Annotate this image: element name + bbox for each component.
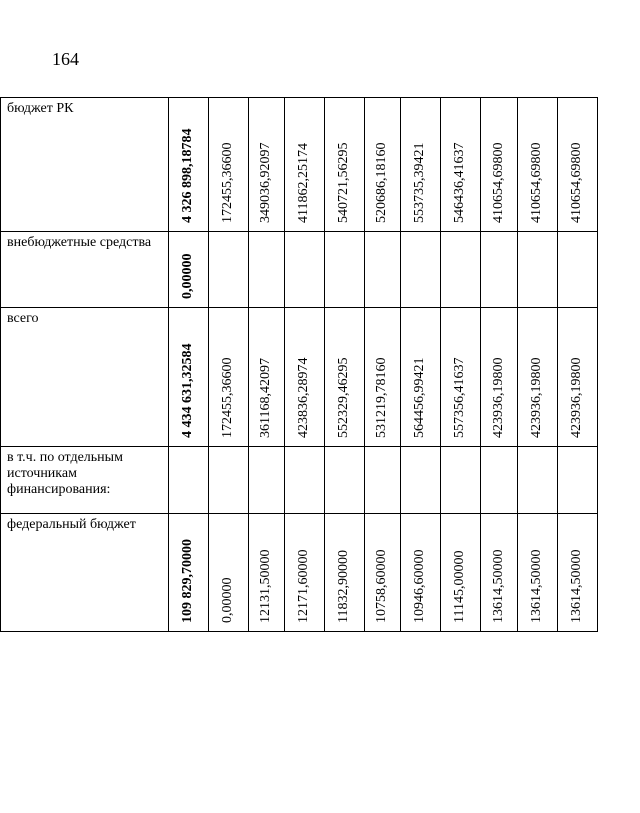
value-cell bbox=[284, 513, 324, 631]
value-cell bbox=[480, 307, 517, 446]
year-value: 12171,60000 bbox=[296, 549, 311, 623]
table-rule bbox=[597, 97, 598, 632]
value-cell bbox=[284, 231, 324, 307]
value-cell bbox=[208, 307, 248, 446]
year-value: 13614,50000 bbox=[529, 549, 544, 623]
value-cell bbox=[480, 446, 517, 513]
value-cell bbox=[400, 307, 440, 446]
year-value: 520686,18160 bbox=[374, 142, 389, 223]
value-cell bbox=[364, 513, 400, 631]
year-value: 349036,92097 bbox=[258, 142, 273, 223]
year-value: 13614,50000 bbox=[490, 549, 506, 623]
total-cell bbox=[168, 231, 208, 307]
value-cell bbox=[208, 231, 248, 307]
year-value: 410654,69800 bbox=[490, 142, 506, 223]
value-cell bbox=[364, 231, 400, 307]
value-cell bbox=[364, 307, 400, 446]
value-cell bbox=[557, 307, 597, 446]
year-value: 410654,69800 bbox=[569, 142, 584, 223]
year-value: 564456,99421 bbox=[412, 357, 427, 438]
value-cell bbox=[480, 97, 517, 231]
page-number: 164 bbox=[52, 49, 79, 69]
value-cell bbox=[248, 513, 284, 631]
total-cell bbox=[168, 513, 208, 631]
year-value: 531219,78160 bbox=[374, 357, 389, 438]
value-cell bbox=[480, 513, 517, 631]
value-cell bbox=[324, 231, 364, 307]
year-value: 423836,28974 bbox=[296, 357, 311, 438]
year-value: 12131,50000 bbox=[258, 549, 273, 623]
row-label: бюджет РК bbox=[7, 101, 74, 116]
value-cell bbox=[517, 231, 557, 307]
value-cell bbox=[324, 307, 364, 446]
value-cell bbox=[324, 513, 364, 631]
value-cell bbox=[440, 231, 480, 307]
value-cell bbox=[284, 97, 324, 231]
value-cell bbox=[284, 446, 324, 513]
year-value: 11145,00000 bbox=[452, 550, 467, 623]
value-cell bbox=[517, 513, 557, 631]
value-cell bbox=[364, 97, 400, 231]
value-cell bbox=[440, 513, 480, 631]
year-value: 13614,50000 bbox=[569, 549, 584, 623]
row-label: всего bbox=[7, 311, 39, 326]
total-value: 4 326 898,18784 bbox=[180, 128, 195, 223]
year-value: 10946,60000 bbox=[412, 549, 427, 623]
value-cell bbox=[248, 307, 284, 446]
value-cell bbox=[557, 513, 597, 631]
value-cell bbox=[208, 513, 248, 631]
row-label: внебюджетные средства bbox=[7, 235, 152, 250]
year-value: 172455,36600 bbox=[220, 357, 235, 438]
value-cell bbox=[440, 97, 480, 231]
year-value: 540721,56295 bbox=[336, 142, 351, 223]
value-cell bbox=[400, 97, 440, 231]
total-value: 0,00000 bbox=[180, 253, 195, 299]
value-cell bbox=[480, 231, 517, 307]
value-cell bbox=[248, 446, 284, 513]
value-cell bbox=[248, 97, 284, 231]
total-cell bbox=[168, 307, 208, 446]
year-value: 10758,60000 bbox=[374, 549, 389, 623]
year-value: 552329,46295 bbox=[336, 357, 351, 438]
year-value: 11832,90000 bbox=[336, 550, 351, 623]
value-cell bbox=[557, 97, 597, 231]
year-value: 0,00000 bbox=[220, 577, 235, 623]
value-cell bbox=[517, 446, 557, 513]
table-rule bbox=[0, 631, 598, 632]
year-value: 423936,19800 bbox=[529, 357, 544, 438]
value-cell bbox=[284, 307, 324, 446]
table-rule bbox=[0, 97, 1, 632]
value-cell bbox=[400, 446, 440, 513]
value-cell bbox=[248, 231, 284, 307]
year-value: 553735,39421 bbox=[412, 142, 427, 223]
value-cell bbox=[208, 97, 248, 231]
year-value: 423936,19800 bbox=[490, 357, 506, 438]
total-value: 4 434 631,32584 bbox=[180, 343, 195, 438]
value-cell bbox=[517, 307, 557, 446]
value-cell bbox=[208, 446, 248, 513]
value-cell bbox=[364, 446, 400, 513]
value-cell bbox=[324, 446, 364, 513]
year-value: 423936,19800 bbox=[569, 357, 584, 438]
value-cell bbox=[440, 446, 480, 513]
total-cell bbox=[168, 97, 208, 231]
value-cell bbox=[400, 513, 440, 631]
value-cell bbox=[324, 97, 364, 231]
year-value: 546436,41637 bbox=[452, 142, 467, 223]
row-label: федеральный бюджет bbox=[7, 517, 136, 532]
total-cell bbox=[168, 446, 208, 513]
value-cell bbox=[557, 446, 597, 513]
value-cell bbox=[440, 307, 480, 446]
year-value: 557356,41637 bbox=[452, 357, 467, 438]
total-value: 109 829,70000 bbox=[180, 539, 195, 623]
year-value: 411862,25174 bbox=[296, 143, 311, 223]
year-value: 361168,42097 bbox=[258, 358, 273, 438]
value-cell bbox=[517, 97, 557, 231]
year-value: 172455,36600 bbox=[220, 142, 235, 223]
year-value: 410654,69800 bbox=[529, 142, 544, 223]
row-label: в т.ч. по отдельным источникам финансирования: bbox=[7, 450, 123, 497]
value-cell bbox=[400, 231, 440, 307]
value-cell bbox=[557, 231, 597, 307]
